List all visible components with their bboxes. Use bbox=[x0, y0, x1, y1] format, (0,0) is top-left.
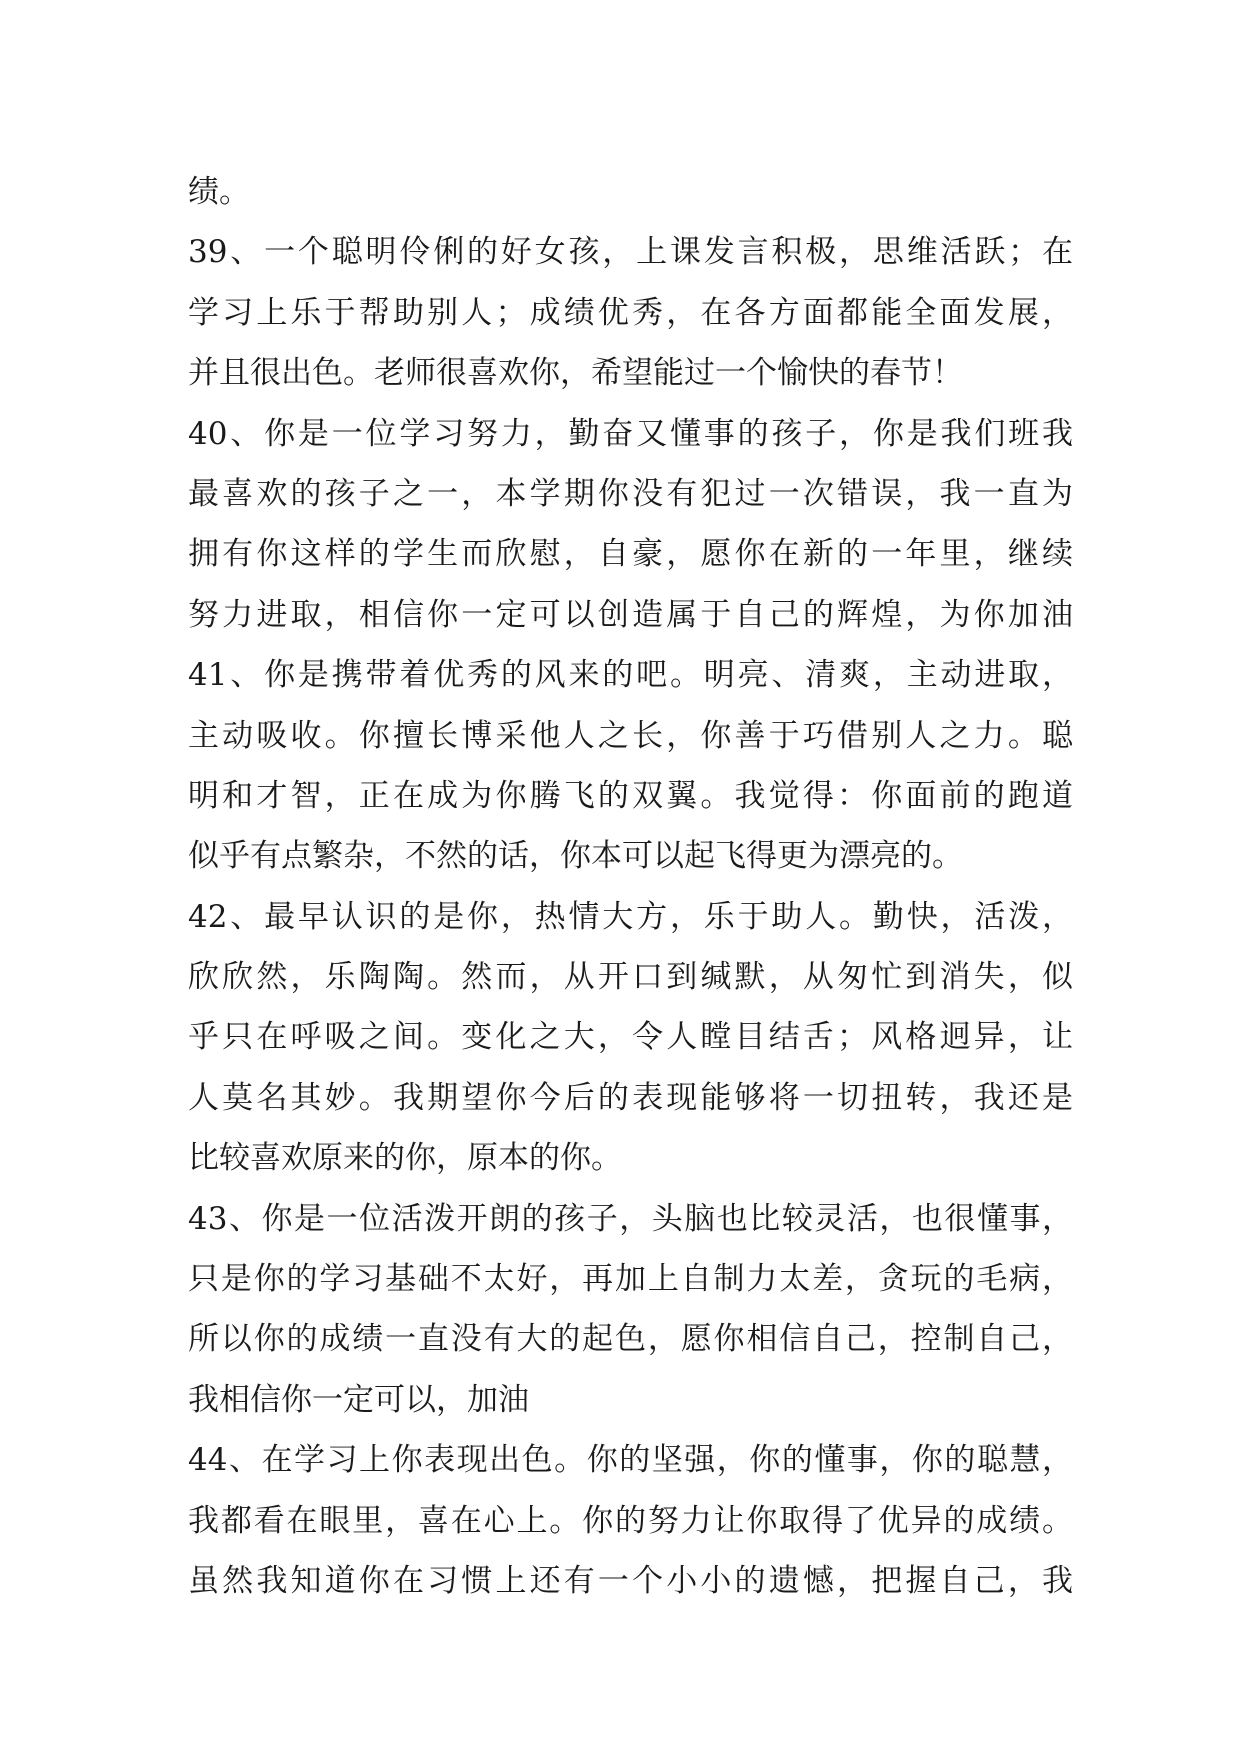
text-line: 虽然我知道你在习惯上还有一个小小的遗憾，把握自己，我 bbox=[188, 1562, 1073, 1599]
text-line: 主动吸收。你擅长博采他人之长，你善于巧借别人之力。聪 bbox=[188, 717, 1073, 754]
text-line: 41、你是携带着优秀的风来的吧。明亮、清爽，主动进取， bbox=[188, 657, 1073, 694]
text-line: 并且很出色。老师很喜欢你，希望能过一个愉快的春节！ bbox=[188, 355, 963, 392]
text-line: 比较喜欢原来的你，原本的你。 bbox=[188, 1140, 622, 1177]
document-body bbox=[188, 162, 1073, 1611]
text-line: 只是你的学习基础不太好，再加上自制力太差，贪玩的毛病， bbox=[188, 1261, 1073, 1298]
text-line: 似乎有点繁杂，不然的话，你本可以起飞得更为漂亮的。 bbox=[188, 838, 963, 875]
text-line: 42、最早认识的是你，热情大方，乐于助人。勤快，活泼， bbox=[188, 898, 1073, 935]
text-line: 43、你是一位活泼开朗的孩子，头脑也比较灵活，也很懂事， bbox=[188, 1200, 1073, 1237]
text-line: 人莫名其妙。我期望你今后的表现能够将一切扭转，我还是 bbox=[188, 1079, 1073, 1116]
text-line: 努力进取，相信你一定可以创造属于自己的辉煌，为你加油 bbox=[188, 596, 1073, 633]
text-line: 44、在学习上你表现出色。你的坚强，你的懂事，你的聪慧， bbox=[188, 1442, 1073, 1479]
text-line: 学习上乐于帮助别人；成绩优秀，在各方面都能全面发展， bbox=[188, 294, 1073, 331]
text-line: 拥有你这样的学生而欣慰，自豪，愿你在新的一年里，继续 bbox=[188, 536, 1073, 573]
text-line: 所以你的成绩一直没有大的起色，愿你相信自己，控制自己， bbox=[188, 1321, 1073, 1358]
text-line: 明和才智，正在成为你腾飞的双翼。我觉得：你面前的跑道 bbox=[188, 777, 1073, 814]
text-line: 40、你是一位学习努力，勤奋又懂事的孩子，你是我们班我 bbox=[188, 415, 1073, 452]
text-line: 我相信你一定可以，加油 bbox=[188, 1381, 529, 1418]
text-line: 欣欣然，乐陶陶。然而，从开口到缄默，从匆忙到消失，似 bbox=[188, 959, 1073, 996]
text-line: 绩。 bbox=[188, 174, 250, 210]
text-line: 最喜欢的孩子之一，本学期你没有犯过一次错误，我一直为 bbox=[188, 475, 1073, 512]
text-line: 我都看在眼里，喜在心上。你的努力让你取得了优异的成绩。 bbox=[188, 1502, 1073, 1539]
text-line: 39、一个聪明伶俐的好女孩，上课发言积极，思维活跃；在 bbox=[188, 234, 1073, 271]
text-line: 乎只在呼吸之间。变化之大，令人瞠目结舌；风格迥异，让 bbox=[188, 1019, 1073, 1056]
